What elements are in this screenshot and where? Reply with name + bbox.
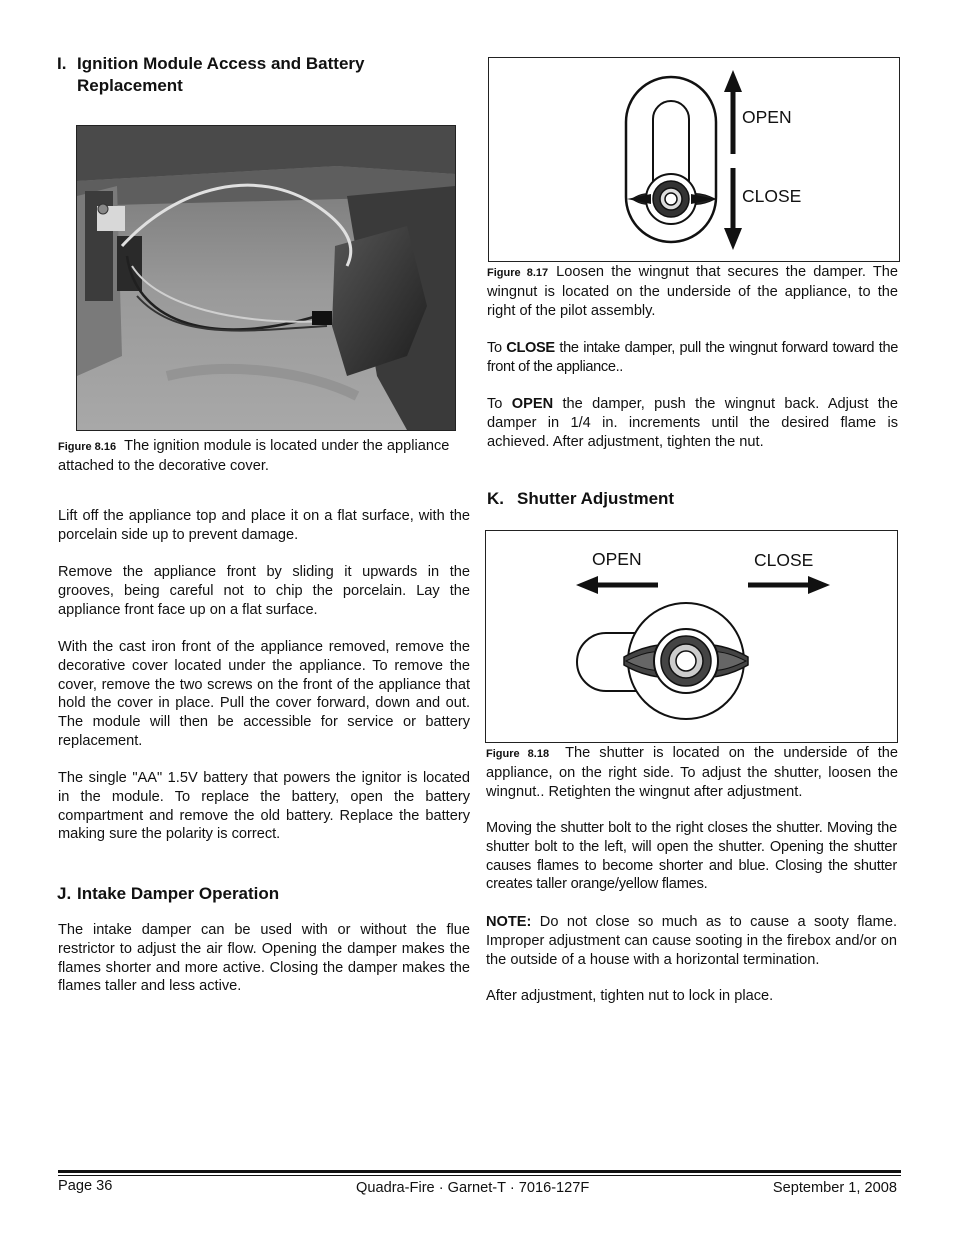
- caption-text: The shutter is located on the underside of the: [565, 745, 899, 761]
- close-label: CLOSE: [742, 186, 802, 206]
- caption-text: Loosen the wingnut that secures the damper. The: [556, 264, 898, 280]
- figure-8-17-diagram: [488, 57, 900, 262]
- figure-8-17-caption: [487, 263, 898, 320]
- paragraph-lift-top: Lift off the appliance top and place it on a flat surface, with the porcelain side up to prevent damage.: [58, 508, 470, 543]
- paragraph-battery: The single "AA" 1.5V battery that powers the ignitor is located in the module. To replace the battery, open the battery compartment and remove the old battery. Replace the battery making sure the polarity is correct.: [58, 770, 470, 843]
- figure-8-16-photo: [76, 125, 456, 431]
- section-title: Ignition Module Access and Battery: [77, 54, 365, 73]
- figure-8-18-diagram: [485, 530, 898, 743]
- section-letter: J.: [57, 884, 72, 903]
- section-j-heading: [57, 883, 477, 905]
- section-title: Shutter Adjustment: [517, 489, 675, 508]
- caption-text-cont: appliance, on the right side. To adjust the shutter, loosen the wingnut.. Retighten the wingnut after adjustment.: [486, 764, 898, 800]
- document-id: Quadra-Fire · Garnet-T · 7016-127F: [356, 1180, 590, 1196]
- footer-rule-thin: [58, 1175, 901, 1176]
- open-label: OPEN: [742, 107, 792, 127]
- paragraph-note: NOTE: Do not close so much as to cause a sooty flame. Improper adjustment can cause sooting in the firebox and/or on the outside of a house with a horizontal termination.: [486, 914, 897, 968]
- open-label: OPEN: [592, 549, 642, 569]
- page-number: Page 36: [58, 1178, 113, 1194]
- caption-text-cont: attached to the decorative cover.: [58, 457, 269, 474]
- paragraph-remove-front: Remove the appliance front by sliding it upwards in the grooves, being careful not to chip the porcelain. Lay the appliance front face up on a flat surface.: [58, 564, 470, 618]
- section-letter: I.: [57, 54, 67, 73]
- paragraph-close-damper: To CLOSE the intake damper, pull the wingnut forward toward the front of the appliance..: [487, 340, 898, 375]
- figure-label: Figure 8.18: [486, 748, 550, 760]
- figure-8-18-caption: [486, 744, 898, 801]
- section-k-heading: [487, 488, 898, 510]
- publication-date: September 1, 2008: [772, 1180, 897, 1196]
- paragraph-intake-damper: The intake damper can be used with or without the flue restrictor to adjust the air flow. Opening the damper makes the flames shorter and more active. Closing the damper makes the flames taller and less active.: [58, 922, 470, 995]
- section-title: Intake Damper Operation: [77, 884, 280, 903]
- section-letter: K.: [487, 489, 504, 508]
- section-title-cont: Replacement: [77, 76, 183, 95]
- paragraph-after-adjustment: After adjustment, tighten nut to lock in place.: [486, 988, 774, 1004]
- figure-label: Figure 8.17: [487, 267, 549, 279]
- footer-rule: [58, 1170, 901, 1173]
- ignition-module-photo: [77, 126, 455, 430]
- figure-label: Figure 8.16: [58, 441, 117, 453]
- section-i-heading: [57, 53, 477, 97]
- shutter-diagram: [486, 531, 897, 742]
- caption-text: The ignition module is located under the appliance: [124, 438, 450, 454]
- close-label: CLOSE: [754, 550, 814, 570]
- damper-diagram: [489, 58, 899, 261]
- figure-8-16-caption: [58, 437, 470, 476]
- caption-text-cont: wingnut is located on the underside of the appliance, to the right of the pilot assembly.: [487, 283, 898, 319]
- paragraph-open-damper: To OPEN the damper, push the wingnut back. Adjust the damper in 1/4 in. increments until the desired flame is achieved. After adjustment, tighten the nut.: [487, 396, 899, 450]
- paragraph-decorative-cover: With the cast iron front of the appliance removed, remove the decorative cover located under the appliance. To remove the cover, remove the two screws on the front of the appliance that hold the cover in place. Pull the cover forward, down and out. The module will then be accessible for service or battery replacement.: [58, 639, 470, 749]
- paragraph-shutter-bolt: Moving the shutter bolt to the right closes the shutter. Moving the shutter bolt to the left, will open the shutter. Opening the shutter causes flames to become shorter and blue. Closing the shutter creates taller orange/yellow flames.: [486, 820, 897, 893]
